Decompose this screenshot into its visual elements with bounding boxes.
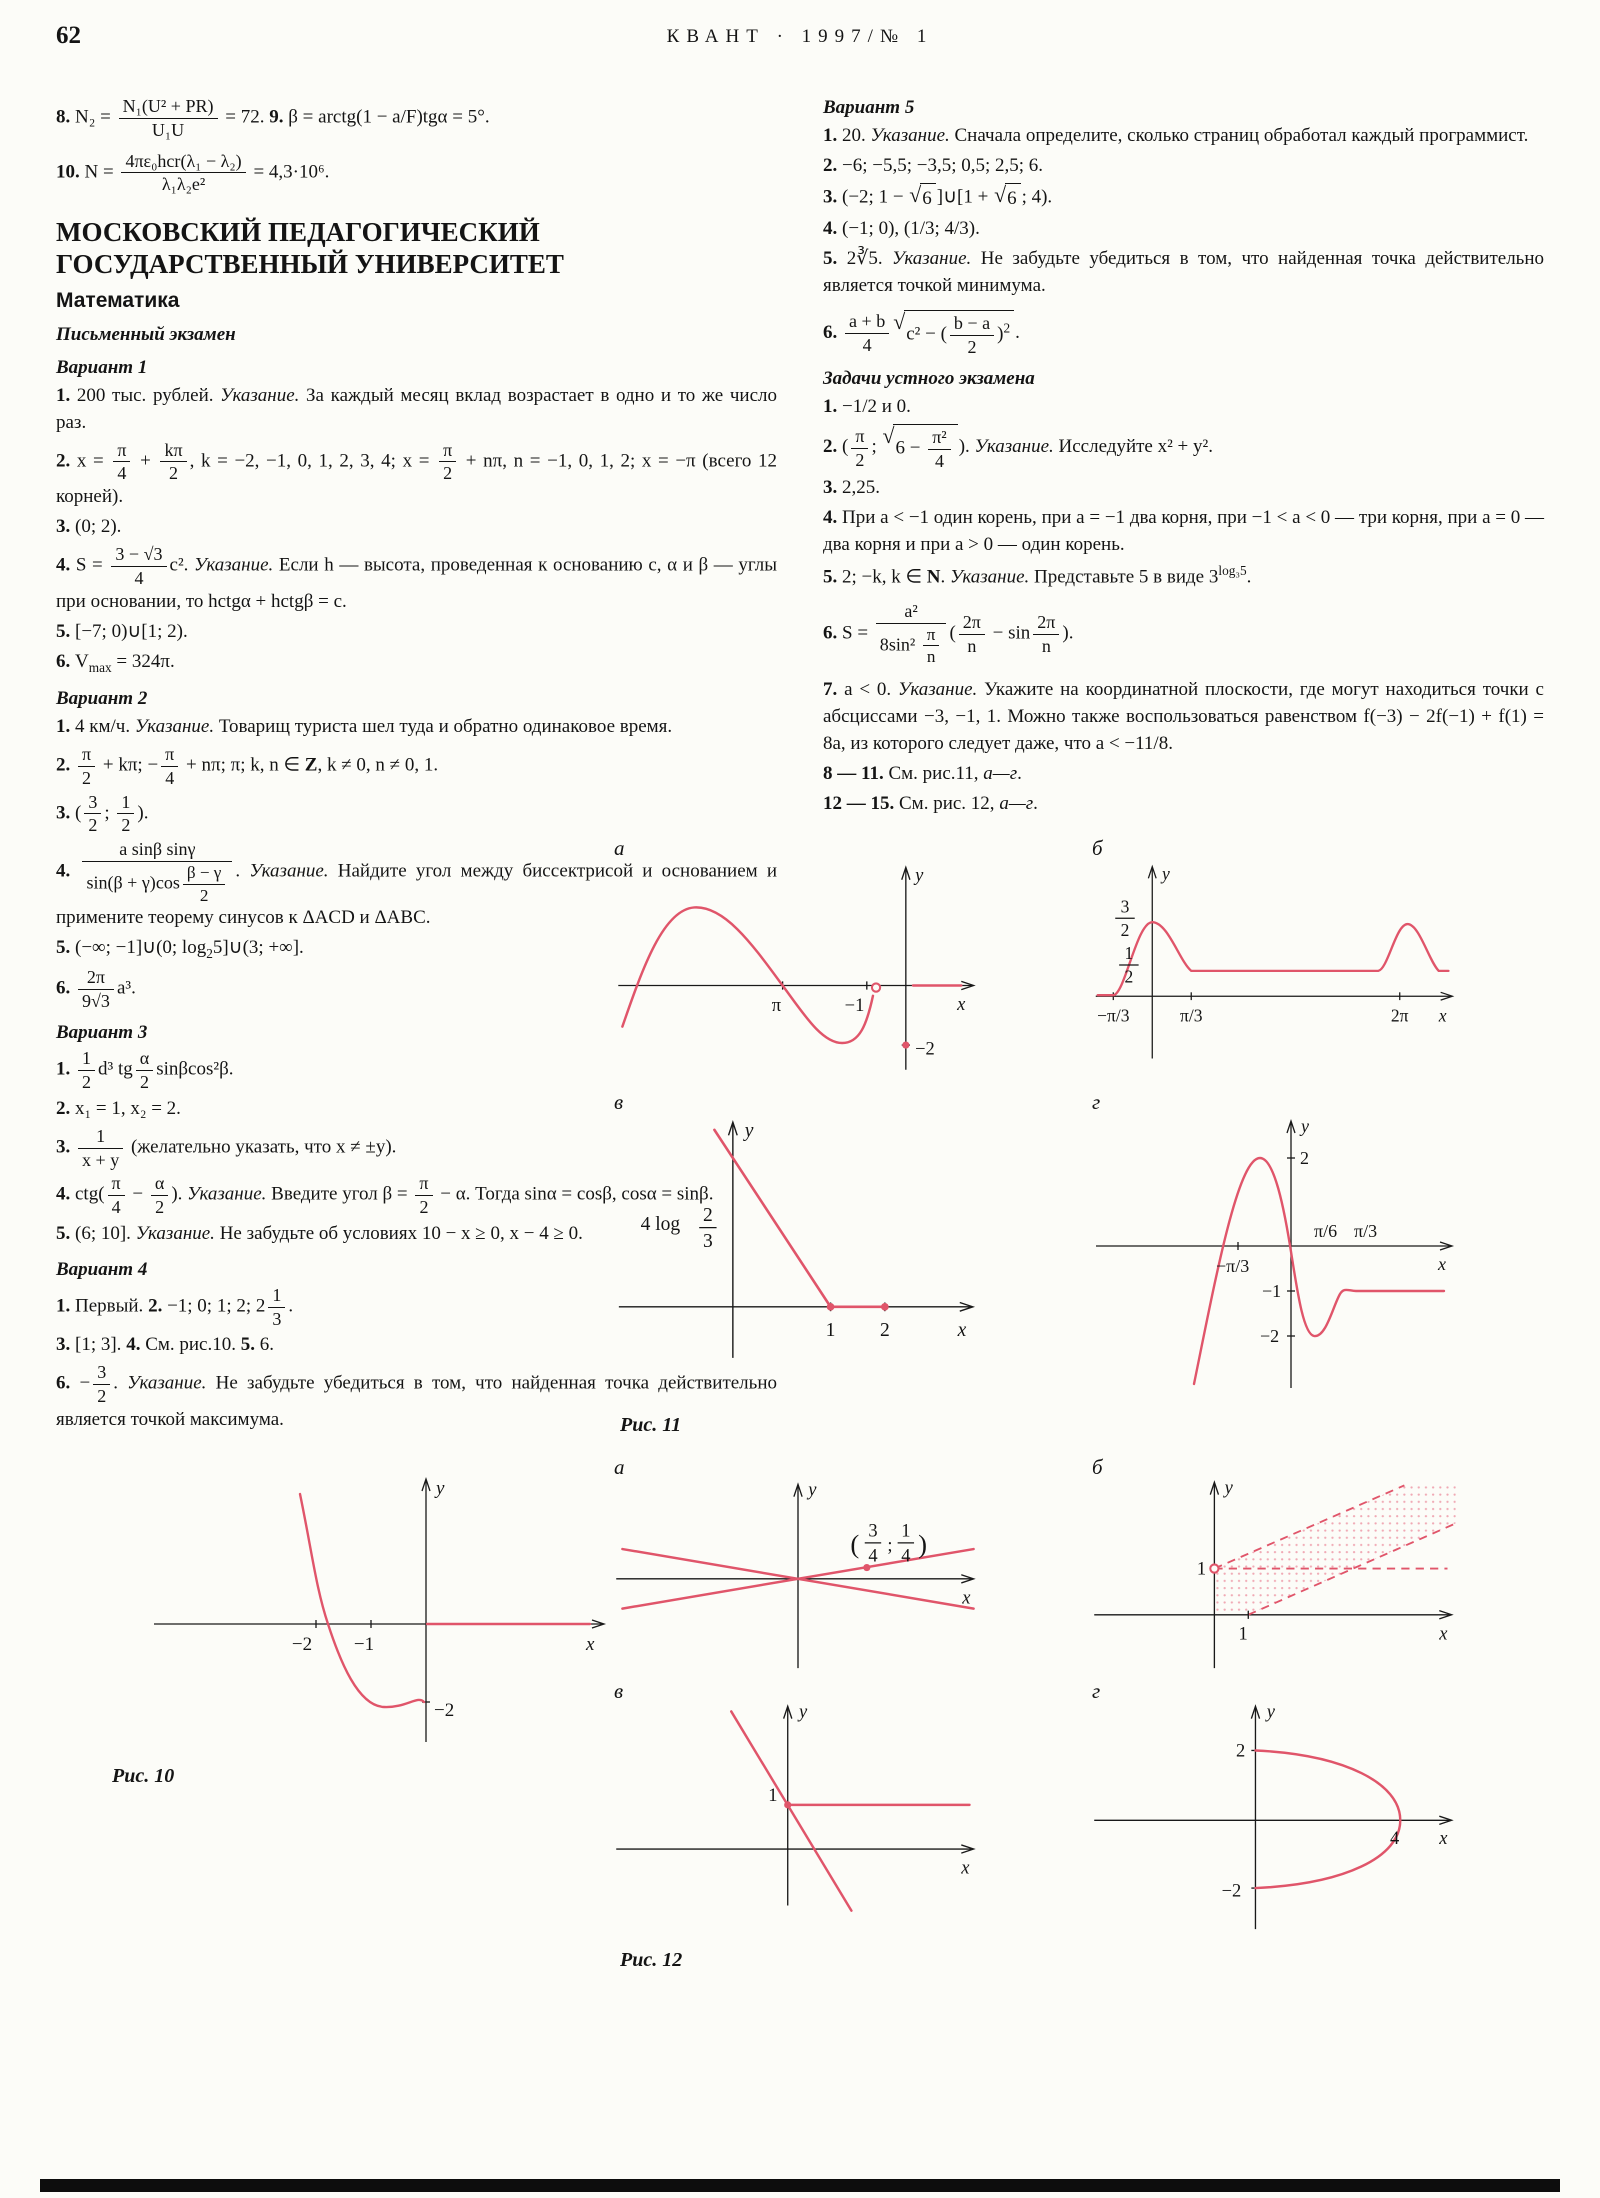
panel-letter: г xyxy=(1092,1090,1101,1115)
figure-10-plot xyxy=(126,1464,626,1754)
right-column-text xyxy=(823,97,1544,818)
x-axis-label: x xyxy=(1439,1623,1448,1644)
x-axis-label: x xyxy=(957,994,966,1015)
figure-11-panel-a-plot xyxy=(608,852,988,1088)
x-axis-label: x xyxy=(1438,1254,1446,1275)
paragraph: 2. $\frac{\pi}{2}$ + kπ; − $\frac{\pi}{4}$ + nπ; π; k, n ∈ Z, k ≠ 0, n ≠ 0, 1. xyxy=(56,744,439,788)
figure-10-caption: Рис. 10 xyxy=(112,1764,175,1787)
paragraph: 2. x = $\frac{\pi}{4}$ + $\frac{k\pi}{2}$ , k = −2, −1, 0, 1, 2, 3, 4; x = $\frac{\pi}{2}$ + nπ, n = −1, 0, 1, 2; x = −π (всего 12 корней). xyxy=(56,439,778,508)
figure-12-panel-v xyxy=(608,1679,1066,1941)
paragraph: 8. N₂ = $\frac{\text{N₁(U² + PR)}}{\text{U₁U}}$ = 72. 9. β = arctg(1 − a/F)tgα = 5°. xyxy=(56,96,490,140)
heading: Вариант 1 xyxy=(56,356,148,378)
point xyxy=(881,1303,889,1311)
x-tick-label: π/3 xyxy=(1179,1005,1203,1026)
paragraph: 1. −1/2 и 0. xyxy=(823,396,911,418)
x-tick-label: −1 xyxy=(844,995,865,1016)
paragraph: 1. $\frac{1}{2}$ d³ tg $\frac{\alpha}{2}$ sinβcos²β. xyxy=(56,1048,234,1093)
y-frac-num: 3 xyxy=(1120,896,1130,917)
journal-title: КВАНТ · 1997/№ 1 xyxy=(666,26,934,47)
paragraph: 8 — 11. См. рис.11, а—г. xyxy=(823,763,1022,785)
point xyxy=(784,1801,791,1808)
y-tick-label: −2 xyxy=(1260,1326,1280,1347)
y-axis-label: y xyxy=(744,1120,754,1142)
page-footer-bar xyxy=(40,2179,1560,2192)
point-label-num: 1 xyxy=(901,1520,911,1541)
right-column xyxy=(614,86,1545,1972)
figure-11-panel-a xyxy=(608,836,1066,1088)
heading: Вариант 4 xyxy=(56,1258,148,1280)
heading: Письменный экзамен xyxy=(56,323,236,345)
paragraph: 1. 200 тыс. рублей. Указание. За каждый месяц вклад возрастает в одно и то же число раз. xyxy=(56,384,777,433)
paragraph: 3. (0; 2). xyxy=(56,516,122,538)
paragraph: 6. − $\frac{3}{2}$ . Указание. Не забудьте убедиться в том, что найденная точка действительно является точкой максимума. xyxy=(56,1362,777,1430)
heading: Вариант 3 xyxy=(56,1022,148,1044)
heading: Математика xyxy=(56,288,180,312)
x-axis-label: x xyxy=(1439,1827,1448,1848)
paragraph: 5. (−∞; −1]∪(0; $\log_25]\cup(3$; +∞]. xyxy=(56,937,304,962)
point-label-num: 3 xyxy=(868,1520,878,1541)
x-tick-label: π/3 xyxy=(1354,1221,1378,1242)
paragraph: 4. S = $\frac{3 - √3}{4}$ c². Указание. Если h — высота, проведенная к основанию c, α и β — углы при основании, то hctgα + hctgβ = c. xyxy=(56,544,777,612)
x-axis-label: x xyxy=(1438,1005,1447,1026)
two-column-body xyxy=(0,72,1600,1972)
paragraph: 1. 4 км/ч. Указание. Товарищ туриста шел туда и обратно одинаковое время. xyxy=(56,716,673,738)
paragraph: 2. ( $\frac{\pi}{2}$ ; √ 6 − $\frac{\text{π²}}{4}$ ). Указание. Исследуйте x² + y². xyxy=(823,424,1213,472)
y-frac-den: 2 xyxy=(1124,966,1134,987)
paragraph: 6. $\frac{a + b}{4}$ √ c² − ( $\frac{b - a}{2}$ )$^2$ . xyxy=(823,309,1020,357)
y-tick-label: 2 xyxy=(1235,1740,1246,1761)
figure-11-panel-g xyxy=(1086,1090,1544,1406)
y-axis-label: y xyxy=(1224,1477,1233,1498)
x-tick-label: π/6 xyxy=(1314,1221,1338,1242)
paragraph: 7. a < 0. Указание. Укажите на координатной плоскости, где могут находиться точки с абсциссами −3, −1, 1. Можно также воспользоваться равенством f(−3) − 2f(−1) + f(1) = 8a, из которого следует даже, что a < −11/8. xyxy=(823,679,1544,755)
y-axis-label: y xyxy=(808,1479,817,1500)
paragraph: 6. $V_{max} = 324\pi$. xyxy=(56,650,175,675)
paragraph: 6. $\frac{2\pi}{9√3}$ a³. xyxy=(56,966,136,1011)
paragraph: 10. N = $\frac{\text{4πε₀hcr(λ₁ − λ₂)}}{\text{λ₁λ₂e²}}$ = 4,3·10⁶. xyxy=(56,150,330,195)
heading: МОСКОВСКИЙ ПЕДАГОГИЧЕСКИЙ ГОСУДАРСТВЕННЫЙ УНИВЕРСИТЕТ xyxy=(56,217,564,279)
figure-11-panel-v xyxy=(608,1090,1066,1406)
figure-11-panel-v-plot xyxy=(608,1106,988,1377)
level-label: 4 log xyxy=(640,1213,681,1235)
x-tick-label: −2 xyxy=(291,1633,313,1655)
x-axis-label: x xyxy=(961,1857,970,1878)
figure-12-panel-b xyxy=(1086,1455,1544,1676)
figure-12-panel-g xyxy=(1086,1679,1544,1941)
x-tick-label: 4 xyxy=(1389,1827,1400,1848)
heading: Вариант 5 xyxy=(823,97,915,118)
y-tick-label: −2 xyxy=(1221,1879,1242,1900)
figure-11-panel-b xyxy=(1086,836,1544,1088)
y-axis-label: y xyxy=(799,1701,808,1722)
level-frac-den: 3 xyxy=(703,1231,713,1253)
paragraph: 1. Первый. 2. −1; 0; 1; 2; 2 $\frac{1}{3}$ . xyxy=(56,1284,294,1329)
paragraph: 2. x₁ = 1, x₂ = 2. xyxy=(56,1097,181,1119)
paragraph: 12 — 15. См. рис. 12, а—г. xyxy=(823,793,1038,815)
figure-12-panel-g-plot xyxy=(1086,1695,1466,1941)
figure-11 xyxy=(608,836,1544,1437)
figure-11-caption: Рис. 11 xyxy=(620,1414,682,1437)
x-tick-label: 2π xyxy=(1390,1005,1409,1026)
x-tick-label: −1 xyxy=(353,1633,375,1655)
panel-letter: б xyxy=(1092,835,1103,860)
paragraph: 3. (−2; 1 − √ 6 ]∪[1 + √ 6 ; 4). xyxy=(823,183,1544,213)
paragraph: 5. (6; 10]. Указание. Не забудьте об условиях 10 − x ≥ 0, x − 4 ≥ 0. xyxy=(56,1222,583,1244)
panel-letter: г xyxy=(1092,1678,1101,1703)
x-axis-label: x xyxy=(586,1633,595,1655)
x-tick-label: −π/3 xyxy=(1216,1256,1250,1277)
point xyxy=(902,1041,909,1048)
figure-12 xyxy=(608,1455,1544,1972)
paragraph: 2. −6; −5,5; −3,5; 0,5; 2,5; 6. xyxy=(823,154,1044,176)
y-axis-label: y xyxy=(1301,1116,1309,1137)
paragraph: 3. $\frac{1}{x + y}$ (желательно указать, что x ≠ ±y). xyxy=(56,1125,397,1170)
open-point xyxy=(872,983,880,991)
y-frac-den: 2 xyxy=(1120,919,1130,940)
x-axis-label: x xyxy=(962,1587,971,1608)
x-tick-label: 1 xyxy=(1238,1623,1248,1644)
y-axis-label: y xyxy=(1162,863,1170,884)
paragraph: 5. 2; −k, k ∈ N. Указание. Представьте 5 в виде $3^{log_35}$. xyxy=(823,562,1252,588)
function-line xyxy=(731,1711,851,1910)
point xyxy=(827,1303,835,1311)
paragraph: 4. a sinβ sinγ sin(β + γ)cos $\frac{\beta - \gamma}{2}$ . Указание. Найдите угол между биссектрисой и основанием и примените теорему синусов к ΔACD и ΔABC. xyxy=(56,839,778,929)
function-curve xyxy=(1255,1750,1400,1888)
paragraph: 3. [1; 3]. 4. См. рис.10. 5. 6. xyxy=(56,1334,274,1356)
figure-12-panel-a-plot xyxy=(608,1471,988,1676)
panel-letter: в xyxy=(614,1678,624,1703)
point-label-paren: ) xyxy=(918,1529,928,1560)
panel-letter: а xyxy=(614,835,625,860)
paragraph: 4. (−1; 0), (1/3; 4/3). xyxy=(823,217,980,239)
y-frac-num: 1 xyxy=(1124,943,1134,964)
y-axis-label: y xyxy=(915,864,924,885)
y-tick-label: 1 xyxy=(768,1784,778,1805)
x-axis-label: x xyxy=(957,1320,967,1342)
x-tick-label: 1 xyxy=(825,1320,836,1342)
x-tick-label: π xyxy=(771,995,782,1016)
paragraph: 3. ( $\frac{3}{2}$ ; $\frac{1}{2}$ ). xyxy=(56,791,149,836)
panel-letter: в xyxy=(614,1090,624,1115)
function-line xyxy=(714,1130,830,1307)
function-curve xyxy=(1098,919,1449,995)
paragraph: 5. 2∛5. Указание. Не забудьте убедиться в том, что найденная точка действительно является точкой минимума. xyxy=(823,247,1545,296)
paragraph: 1. 20. Указание. Сначала определите, сколько страниц обработал каждый программист. xyxy=(823,125,1529,146)
figure-11-panel-b-plot xyxy=(1086,852,1466,1076)
figure-12-panel-a xyxy=(608,1455,1066,1676)
x-tick-label: 2 xyxy=(879,1320,890,1342)
level-frac-num: 2 xyxy=(703,1205,713,1227)
function-curve xyxy=(300,1494,424,1707)
paragraph: 5. [−7; 0)∪[1; 2). xyxy=(56,620,188,642)
heading: Вариант 2 xyxy=(56,688,148,710)
paragraph: 3. 2,25. xyxy=(823,476,880,498)
y-tick-label: 2 xyxy=(1300,1148,1309,1169)
x-tick-label: −π/3 xyxy=(1097,1005,1130,1026)
y-tick-label: −2 xyxy=(434,1699,455,1721)
page-header xyxy=(0,0,1600,72)
point-label-sep: ; xyxy=(887,1535,893,1556)
open-point xyxy=(1210,1565,1218,1573)
figure-12-caption: Рис. 12 xyxy=(620,1949,683,1972)
figure-12-panel-b-plot xyxy=(1086,1471,1466,1676)
y-tick-label: −2 xyxy=(915,1038,935,1059)
figure-12-panel-v-plot xyxy=(608,1695,988,1921)
panel-letter: а xyxy=(614,1455,625,1480)
heading: Задачи устного экзамена xyxy=(823,368,1035,390)
y-axis-label: y xyxy=(436,1477,445,1499)
page-number: 62 xyxy=(56,22,81,49)
shaded-region xyxy=(1214,1486,1455,1615)
figure-11-panel-g-plot xyxy=(1086,1106,1466,1406)
y-tick-label: −1 xyxy=(1262,1281,1282,1302)
point-label-den: 4 xyxy=(868,1545,878,1566)
panel-letter: б xyxy=(1092,1455,1103,1480)
point-label-paren: ( xyxy=(850,1529,860,1560)
paragraph: 6. S = a² 8sin² $\frac{\pi}{n}$ ( $\frac{2\pi}{n}$ − sin $\frac{2\pi}{n}$ ). xyxy=(823,600,1074,667)
y-tick-label: 1 xyxy=(1196,1558,1207,1579)
point-label-den: 4 xyxy=(901,1545,911,1566)
y-axis-label: y xyxy=(1266,1701,1275,1722)
paragraph: 4. ctg( $\frac{\pi}{4}$ − $\frac{\alpha}{2}$ ). Указание. Введите угол β = $\frac{\pi}{2}$ − α. Тогда sinα = cosβ, cosα = sinβ. xyxy=(56,1173,714,1218)
paragraph: 4. При a < −1 один корень, при a = −1 два корня, при −1 < a < 0 — три корня, при a = 0 — два корня и при a > 0 — один корень. xyxy=(823,506,1544,555)
function-curve xyxy=(622,907,873,1043)
